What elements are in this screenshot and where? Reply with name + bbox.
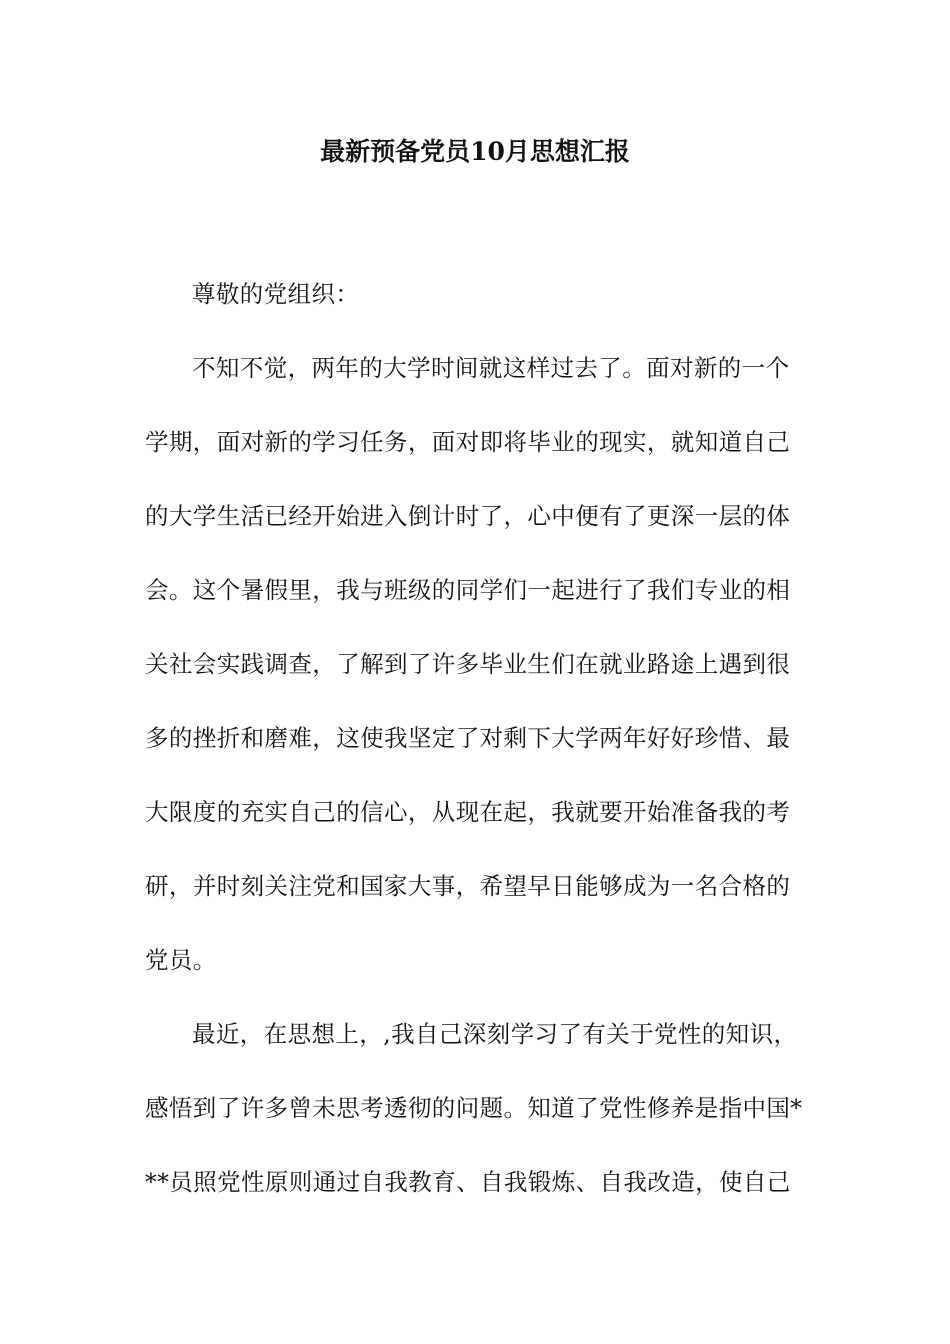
paragraph-line: 不知不觉，两年的大学时间就这样过去了。面对新的一个 (192, 354, 790, 382)
paragraph-line: 感悟到了许多曾未思考透彻的问题。知道了党性修养是指中国* (145, 1094, 803, 1122)
paragraph-line: 学期，面对新的学习任务，面对即将毕业的现实，就知道自己 (145, 428, 791, 456)
paragraph-line: **员照党性原则通过自我教育、自我锻炼、自我改造，使自己 (145, 1168, 791, 1196)
paragraph-line: 大限度的充实自己的信心，从现在起，我就要开始准备我的考 (145, 798, 791, 826)
paragraph-line: 多的挫折和磨难，这使我坚定了对剩下大学两年好好珍惜、最 (145, 724, 791, 752)
paragraph-line: 最近，在思想上，,我自己深刻学习了有关于党性的知识， (192, 1020, 798, 1048)
paragraph-line: 关社会实践调查，了解到了许多毕业生们在就业路途上遇到很 (145, 650, 791, 678)
paragraph-line: 研，并时刻关注党和国家大事，希望早日能够成为一名合格的 (145, 872, 791, 900)
paragraph-line: 党员。 (145, 946, 217, 974)
document-body (145, 257, 810, 1219)
document-title: 最新预备党员10月思想汇报 (320, 137, 630, 166)
paragraph-line: 会。这个暑假里，我与班级的同学们一起进行了我们专业的相 (145, 576, 791, 604)
salutation-line: 尊敬的党组织： (192, 280, 360, 308)
paragraph-line: 的大学生活已经开始进入倒计时了，心中便有了更深一层的体 (145, 502, 791, 530)
